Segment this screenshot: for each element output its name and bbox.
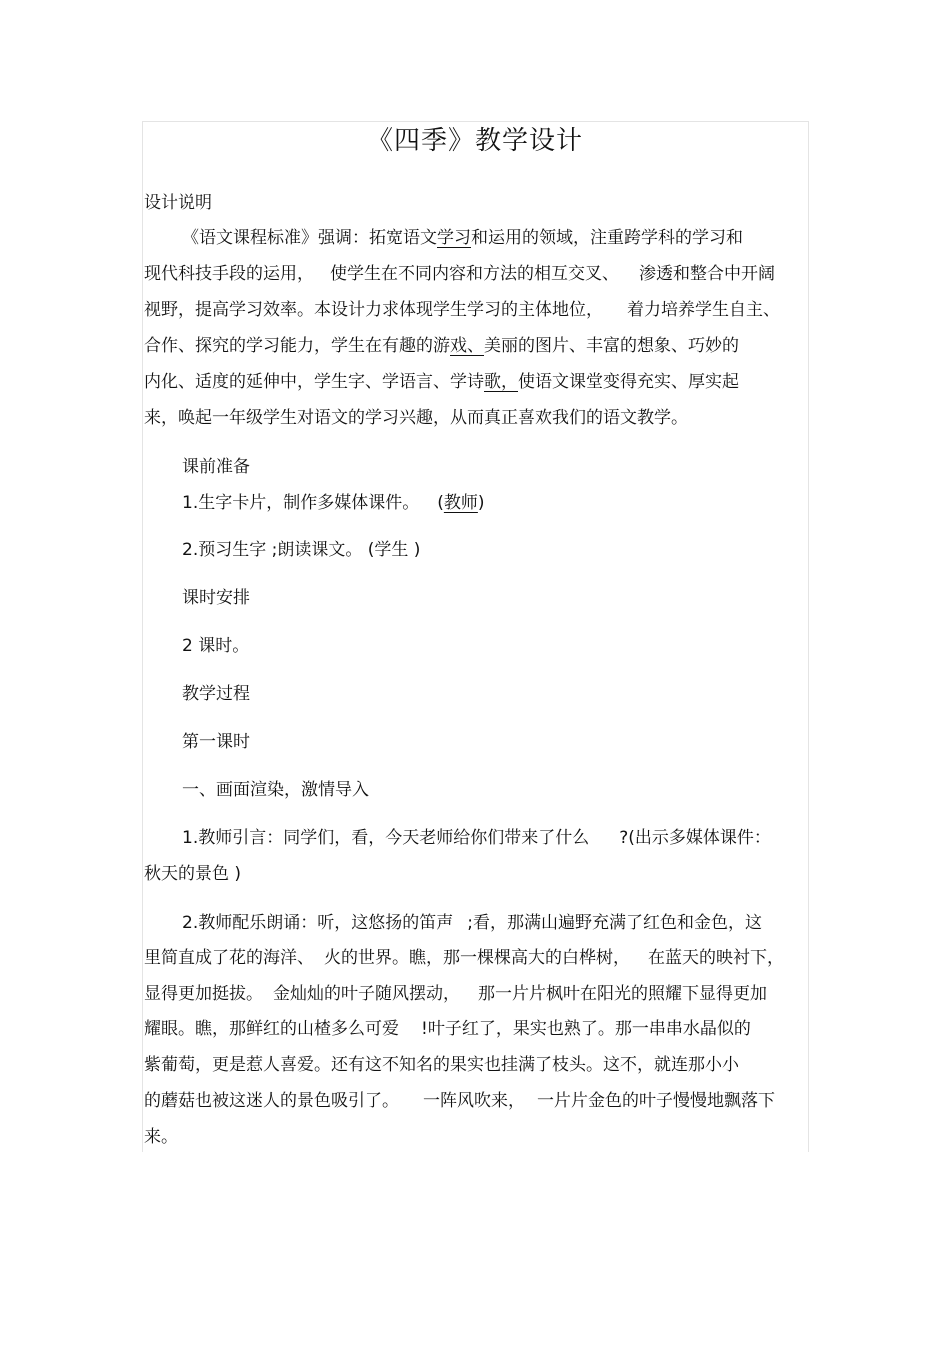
text-span: 显得更加挺拔。 (144, 984, 263, 1004)
text-span: 1.教师引言：同学们，看，今天老师给你们带来了什么 (182, 828, 590, 848)
paragraph-line (182, 226, 743, 250)
text-span: 2.教师配乐朗诵：听，这悠扬的笛声 (182, 913, 454, 933)
underlined-text: 戏、 (450, 336, 484, 356)
text-span: 使语文课堂变得充实、厚实起 (518, 372, 739, 392)
document-title: 《四季》教学设计 (366, 126, 583, 156)
paragraph-line (144, 262, 775, 286)
process-heading: 教学过程 (182, 684, 250, 704)
text-span: 着力培养学生自主、 (627, 300, 780, 320)
step-2-line (144, 1089, 775, 1113)
text-span: 使学生在不同内容和方法的相互交叉、 (330, 264, 619, 284)
text-span: ) (477, 493, 485, 513)
prep-item-2: 2.预习生字 ;朗读课文。 (学生 ) (182, 540, 421, 560)
paragraph-line (144, 298, 780, 322)
step-2-line (144, 982, 767, 1006)
text-span: 合作、探究的学习能力，学生在有趣的游 (144, 336, 450, 356)
paragraph-line (144, 334, 739, 358)
step-2-line (144, 1017, 751, 1041)
text-span: 在蓝天的映衬下， (648, 948, 784, 968)
prep-item-1 (182, 491, 485, 515)
text-span: 那一片片枫叶在阳光的照耀下显得更加 (478, 984, 767, 1004)
underlined-text: 学习 (437, 228, 471, 248)
text-span: ( (437, 493, 444, 513)
schedule-value: 2 课时。 (182, 636, 250, 656)
prep-heading: 课前准备 (182, 457, 250, 477)
text-span: 《语文课程标准》强调：拓宽语文 (182, 228, 437, 248)
step-1-line: 秋天的景色 ) (144, 864, 242, 884)
paragraph-line (144, 370, 739, 394)
text-span: 耀眼。瞧，那鲜红的山楂多么可爱 (144, 1019, 399, 1039)
text-span: 一阵风吹来， (423, 1091, 525, 1111)
step-1-line (182, 826, 771, 850)
text-span: 里简直成了花的海洋、 (144, 948, 314, 968)
paragraph-line (144, 406, 688, 430)
underlined-text: 歌， (484, 372, 518, 392)
section-heading: 一、画面渲染，激情导入 (182, 780, 369, 800)
text-span: 火的世界。瞧，那一棵棵高大的白桦树， (324, 948, 630, 968)
text-span: 内化、适度的延伸中，学生字、学语言、学诗 (144, 372, 484, 392)
text-span: 一片片金色的叶子慢慢地飘落下 (537, 1091, 775, 1111)
text-span: 1.生字卡片，制作多媒体课件。 (182, 493, 420, 513)
text-span: 的蘑菇也被这迷人的景色吸引了。 (144, 1091, 399, 1111)
text-span: 视野，提高学习效率。本设计力求体现学生学习的主体地位， (144, 300, 603, 320)
text-span: 来。 (144, 1127, 178, 1147)
step-2-line (182, 911, 762, 935)
text-span: 金灿灿的叶子随风摆动， (273, 984, 460, 1004)
text-span: 渗透和整合中开阔 (639, 264, 775, 284)
underlined-text: 教师 (443, 493, 478, 513)
text-span: 现代科技手段的运用， (144, 264, 314, 284)
step-2-line (144, 1053, 739, 1077)
text-span: 紫葡萄，更是惹人喜爱。还有这不知名的果实也挂满了枝头。这不，就连那小小 (144, 1055, 739, 1075)
text-span: 来，唤起一年级学生对语文的学习兴趣，从而真正喜欢我们的语文教学。 (144, 408, 688, 428)
text-span: ;看，那满山遍野充满了红色和金色，这 (467, 913, 762, 933)
text-span: !叶子红了，果实也熟了。那一串串水晶似的 (421, 1019, 751, 1039)
text-span: 和运用的领域，注重跨学科的学习和 (471, 228, 743, 248)
lesson-heading: 第一课时 (182, 732, 250, 752)
text-span: ?(出示多媒体课件： (619, 828, 771, 848)
schedule-heading: 课时安排 (182, 588, 250, 608)
design-note-heading: 设计说明 (144, 193, 212, 213)
step-2-line (144, 1125, 178, 1149)
step-2-line (144, 946, 784, 970)
text-span: 美丽的图片、丰富的想象、巧妙的 (484, 336, 739, 356)
